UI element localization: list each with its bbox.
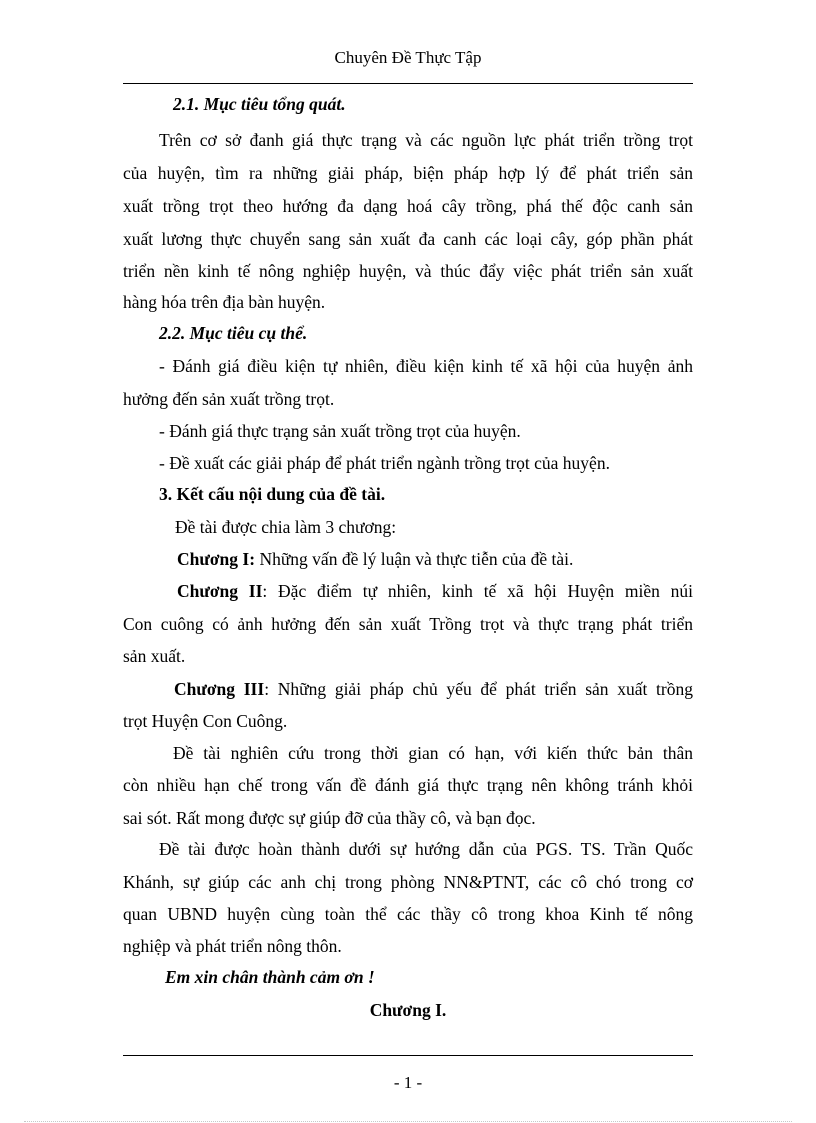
paragraph-line: sai sót. Rất mong được sự giúp đỡ của thầy cô, và bạn đọc.: [123, 808, 536, 828]
paragraph-line: Con cuông có ảnh hưởng đến sản xuất Trồng trọt và thực trạng phát triển: [123, 614, 693, 634]
paragraph-line: Trên cơ sở đanh giá thực trạng và các nguồn lực phát triển trồng trọt: [159, 130, 693, 150]
paragraph-line: xuất trồng trọt theo hướng đa dạng hoá cây trồng, phá thế độc canh sản: [123, 196, 693, 216]
paragraph-line: nghiệp và phát triển nông thôn.: [123, 936, 342, 956]
paragraph-line: Khánh, sự giúp các anh chị trong phòng NN&PTNT, các cô chó trong cơ: [123, 872, 693, 892]
paragraph-line: của huyện, tìm ra những giải pháp, biện pháp hợp lý để phát triển sản: [123, 163, 693, 183]
section-heading-3: 3. Kết cấu nội dung của đề tài.: [159, 484, 386, 504]
paragraph-line: - Đánh giá điều kiện tự nhiên, điều kiện kinh tế xã hội của huyện ảnh: [159, 356, 693, 376]
paragraph-line: xuất lương thực chuyển sang sản xuất đa canh các loại cây, góp phần phát: [123, 229, 693, 249]
paragraph-line: Đề tài nghiên cứu trong thời gian có hạn, với kiến thức bản thân: [173, 743, 693, 763]
paragraph-line: còn nhiều hạn chế trong vấn đề đánh giá thực trạng nên không tránh khỏi: [123, 775, 693, 795]
section-heading-2-2: 2.2. Mục tiêu cụ thể.: [159, 323, 308, 343]
paragraph-line: triển nền kinh tế nông nghiệp huyện, và thúc đẩy việc phát triển sản xuất: [123, 261, 693, 281]
chapter-label: Chương II: [177, 581, 263, 601]
paragraph-line: Đề tài được hoàn thành dưới sự hướng dẫn của PGS. TS. Trần Quốc: [159, 839, 693, 859]
header-rule: [123, 83, 693, 84]
chapter-1-line: [177, 547, 693, 571]
chapter-desc: : Những giải pháp chủ yếu để phát triển sản xuất trồng: [264, 679, 693, 699]
paragraph-line: quan UBND huyện cùng toàn thể các thầy cô trong khoa Kinh tế nông: [123, 904, 693, 924]
chapter-label: Chương III: [174, 679, 265, 699]
paragraph-line: Đề tài được chia làm 3 chương:: [175, 517, 397, 537]
paragraph-line: - Đánh giá thực trạng sản xuất trồng trọt của huyện.: [159, 421, 521, 441]
chapter-2-line: [177, 579, 693, 603]
paragraph-line: sản xuất.: [123, 646, 186, 666]
chapter-heading: Chương I.: [369, 1000, 447, 1020]
footer-rule: [123, 1055, 693, 1056]
chapter-desc: : Đặc điểm tự nhiên, kinh tế xã hội Huyện miền núi: [262, 581, 693, 601]
thanks-line: Em xin chân thành cảm ơn !: [165, 967, 375, 987]
chapter-desc: Những vấn đề lý luận và thực tiễn của đề tài.: [255, 549, 574, 569]
paragraph-line: hưởng đến sản xuất trồng trọt.: [123, 389, 335, 409]
paragraph-line: trọt Huyện Con Cuông.: [123, 711, 288, 731]
chapter-label: Chương I:: [177, 549, 256, 569]
paragraph-line: hàng hóa trên địa bàn huyện.: [123, 292, 326, 312]
page-break-line: [24, 1121, 792, 1122]
page-number: - 1 -: [393, 1073, 423, 1092]
section-heading-2-1: 2.1. Mục tiêu tổng quát.: [173, 94, 346, 114]
paragraph-line: - Đề xuất các giải pháp để phát triển ngành trồng trọt của huyện.: [159, 453, 610, 473]
page-header: Chuyên Đề Thực Tập: [334, 48, 482, 67]
chapter-3-line: [174, 677, 693, 701]
